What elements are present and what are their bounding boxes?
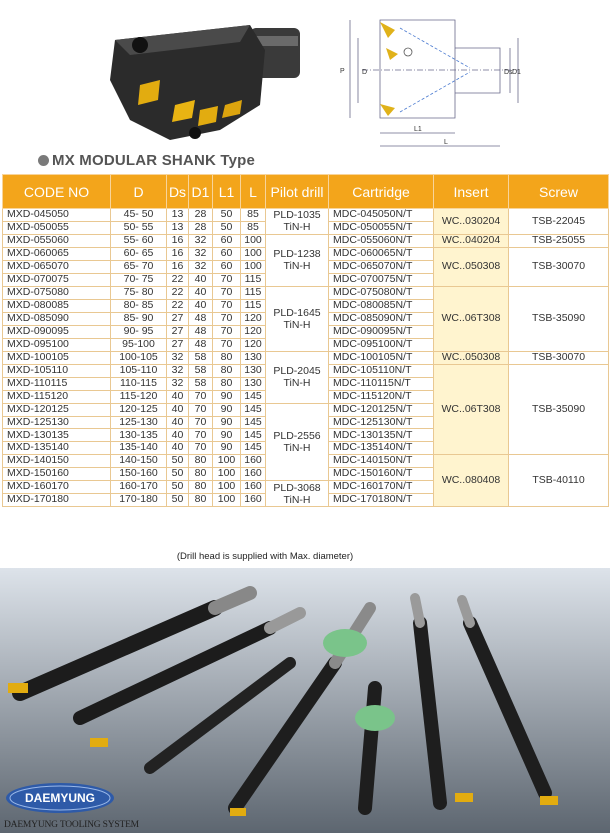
screw-cell: TSB-35090 [509, 364, 609, 455]
footnote: (Drill head is supplied with Max. diameter) [176, 551, 354, 562]
code-no-cell: MXD-130135 [3, 429, 111, 442]
brand-logo [4, 780, 116, 816]
d-cell: 60- 65 [111, 247, 167, 260]
d-cell: 140-150 [111, 455, 167, 468]
brand-name: DAEMYUNG TOOLING SYSTEM [4, 820, 139, 830]
cartridge-cell: MDC-160170N/T [329, 481, 434, 494]
ds-cell: 32 [167, 351, 189, 364]
cartridge-cell: MDC-140150N/T [329, 455, 434, 468]
l1-cell: 70 [213, 325, 241, 338]
code-no-cell: MXD-075080 [3, 286, 111, 299]
code-no-cell: MXD-065070 [3, 260, 111, 273]
d1-cell: 40 [189, 286, 213, 299]
cartridge-cell: MDC-105110N/T [329, 364, 434, 377]
d1-cell: 80 [189, 455, 213, 468]
ds-cell: 13 [167, 221, 189, 234]
code-no-cell: MXD-125130 [3, 416, 111, 429]
pilot-drill-coating: TiN-H [283, 221, 311, 234]
l-cell: 115 [241, 299, 266, 312]
l-cell: 120 [241, 312, 266, 325]
pilot-drill-cell [266, 403, 329, 481]
d-cell: 125-130 [111, 416, 167, 429]
d1-cell: 70 [189, 403, 213, 416]
cartridge-cell: MDC-055060N/T [329, 234, 434, 247]
code-no-cell: MXD-170180 [3, 494, 111, 507]
l-cell: 100 [241, 234, 266, 247]
code-no-cell: MXD-060065 [3, 247, 111, 260]
cartridge-cell: MDC-120125N/T [329, 403, 434, 416]
l1-cell: 90 [213, 390, 241, 403]
ds-cell: 22 [167, 286, 189, 299]
ds-cell: 27 [167, 312, 189, 325]
d-cell: 70- 75 [111, 273, 167, 286]
ds-cell: 50 [167, 481, 189, 494]
pilot-drill-cell [266, 209, 329, 235]
l-cell: 115 [241, 286, 266, 299]
insert-cell: WC..06T308 [434, 286, 509, 351]
cartridge-cell: MDC-065070N/T [329, 260, 434, 273]
l1-cell: 70 [213, 312, 241, 325]
d-cell: 90- 95 [111, 325, 167, 338]
l1-cell: 70 [213, 286, 241, 299]
l-cell: 120 [241, 325, 266, 338]
header-code-no: CODE NO [3, 175, 111, 209]
cartridge-cell: MDC-085090N/T [329, 312, 434, 325]
l-cell: 160 [241, 494, 266, 507]
l1-cell: 100 [213, 455, 241, 468]
ds-cell: 27 [167, 325, 189, 338]
d1-cell: 80 [189, 481, 213, 494]
cartridge-cell: MDC-125130N/T [329, 416, 434, 429]
cartridge-cell: MDC-045050N/T [329, 209, 434, 222]
ds-cell: 40 [167, 442, 189, 455]
cartridge-cell: MDC-130135N/T [329, 429, 434, 442]
l-cell: 100 [241, 260, 266, 273]
d1-cell: 48 [189, 312, 213, 325]
l1-cell: 80 [213, 351, 241, 364]
insert-cell: WC..040204 [434, 234, 509, 247]
d1-cell: 58 [189, 377, 213, 390]
pilot-drill-code: PLD-1035 [273, 209, 321, 222]
header-l: L [241, 175, 266, 209]
cartridge-cell: MDC-170180N/T [329, 494, 434, 507]
header-cartridge: Cartridge [329, 175, 434, 209]
d1-cell: 28 [189, 209, 213, 222]
l-cell: 85 [241, 209, 266, 222]
d1-cell: 48 [189, 338, 213, 351]
d-cell: 130-135 [111, 429, 167, 442]
ds-cell: 40 [167, 429, 189, 442]
d1-cell: 48 [189, 325, 213, 338]
l-cell: 145 [241, 390, 266, 403]
ds-cell: 32 [167, 377, 189, 390]
ds-cell: 40 [167, 390, 189, 403]
d-cell: 135-140 [111, 442, 167, 455]
d-cell: 80- 85 [111, 299, 167, 312]
l1-cell: 90 [213, 442, 241, 455]
l-cell: 130 [241, 351, 266, 364]
l1-cell: 90 [213, 403, 241, 416]
ds-cell: 40 [167, 416, 189, 429]
d1-cell: 28 [189, 221, 213, 234]
label-p: P [340, 68, 345, 75]
dimension-drawing [340, 8, 526, 150]
table-row [3, 209, 609, 222]
l1-cell: 80 [213, 364, 241, 377]
d-cell: 85- 90 [111, 312, 167, 325]
code-no-cell: MXD-090095 [3, 325, 111, 338]
pilot-drill-coating: TiN-H [283, 318, 311, 331]
table-row [3, 234, 609, 247]
bullet-icon [38, 155, 49, 166]
l-cell: 160 [241, 455, 266, 468]
d1-cell: 40 [189, 299, 213, 312]
ds-cell: 50 [167, 455, 189, 468]
cartridge-cell: MDC-080085N/T [329, 299, 434, 312]
d1-cell: 80 [189, 468, 213, 481]
d-cell: 120-125 [111, 403, 167, 416]
d-cell: 50- 55 [111, 221, 167, 234]
d1-cell: 32 [189, 234, 213, 247]
d-cell: 45- 50 [111, 209, 167, 222]
ds-cell: 16 [167, 234, 189, 247]
l1-cell: 50 [213, 221, 241, 234]
cartridge-cell: MDC-095100N/T [329, 338, 434, 351]
l-cell: 145 [241, 403, 266, 416]
d-cell: 110-115 [111, 377, 167, 390]
label-d: D [362, 69, 368, 76]
cartridge-cell: MDC-115120N/T [329, 390, 434, 403]
code-no-cell: MXD-050055 [3, 221, 111, 234]
pilot-drill-coating: TiN-H [283, 441, 311, 454]
ds-cell: 16 [167, 260, 189, 273]
table-row [3, 286, 609, 299]
ds-cell: 40 [167, 403, 189, 416]
cartridge-cell: MDC-050055N/T [329, 221, 434, 234]
label-d1: D1 [512, 69, 521, 76]
l-cell: 115 [241, 273, 266, 286]
d1-cell: 70 [189, 390, 213, 403]
l1-cell: 100 [213, 494, 241, 507]
d1-cell: 80 [189, 494, 213, 507]
label-ds: Ds [504, 69, 513, 76]
l-cell: 120 [241, 338, 266, 351]
l1-cell: 70 [213, 338, 241, 351]
d-cell: 75- 80 [111, 286, 167, 299]
cartridge-cell: MDC-070075N/T [329, 273, 434, 286]
product-photo [100, 10, 315, 150]
screw-cell: TSB-30070 [509, 351, 609, 364]
pilot-drill-coating: TiN-H [283, 260, 311, 273]
label-l: L [444, 139, 448, 146]
l-cell: 100 [241, 247, 266, 260]
l-cell: 130 [241, 377, 266, 390]
brand-logo-text: DAEMYUNG [24, 791, 96, 805]
code-no-cell: MXD-140150 [3, 455, 111, 468]
d-cell: 115-120 [111, 390, 167, 403]
pilot-drill-code: PLD-1238 [273, 248, 321, 261]
insert-cell: WC..050308 [434, 351, 509, 364]
header-d1: D1 [189, 175, 213, 209]
code-no-cell: MXD-135140 [3, 442, 111, 455]
section-heading [38, 150, 255, 170]
pilot-drill-cell [266, 481, 329, 507]
d-cell: 170-180 [111, 494, 167, 507]
header-screw: Screw [509, 175, 609, 209]
insert-cell: WC..050308 [434, 247, 509, 286]
ds-cell: 16 [167, 247, 189, 260]
d-cell: 95-100 [111, 338, 167, 351]
code-no-cell: MXD-085090 [3, 312, 111, 325]
section-title: MX MODULAR SHANK Type [52, 151, 256, 169]
code-no-cell: MXD-110115 [3, 377, 111, 390]
l1-cell: 90 [213, 416, 241, 429]
pilot-drill-coating: TiN-H [283, 493, 311, 506]
l1-cell: 80 [213, 377, 241, 390]
d1-cell: 70 [189, 416, 213, 429]
cartridge-cell: MDC-100105N/T [329, 351, 434, 364]
code-no-cell: MXD-055060 [3, 234, 111, 247]
code-no-cell: MXD-095100 [3, 338, 111, 351]
d-cell: 150-160 [111, 468, 167, 481]
table-header-row [3, 175, 609, 209]
pilot-drill-coating: TiN-H [283, 377, 311, 390]
cartridge-cell: MDC-075080N/T [329, 286, 434, 299]
l1-cell: 100 [213, 468, 241, 481]
ds-cell: 50 [167, 494, 189, 507]
ds-cell: 50 [167, 468, 189, 481]
l1-cell: 60 [213, 260, 241, 273]
screw-cell: TSB-25055 [509, 234, 609, 247]
pilot-drill-code: PLD-3068 [273, 481, 321, 494]
label-l1: L1 [414, 126, 422, 133]
ds-cell: 13 [167, 209, 189, 222]
d1-cell: 70 [189, 429, 213, 442]
l1-cell: 50 [213, 209, 241, 222]
cartridge-cell: MDC-150160N/T [329, 468, 434, 481]
code-no-cell: MXD-150160 [3, 468, 111, 481]
l1-cell: 90 [213, 429, 241, 442]
pilot-drill-code: PLD-2045 [273, 365, 321, 378]
l-cell: 145 [241, 416, 266, 429]
ds-cell: 32 [167, 364, 189, 377]
ds-cell: 27 [167, 338, 189, 351]
d-cell: 160-170 [111, 481, 167, 494]
d-cell: 65- 70 [111, 260, 167, 273]
pilot-drill-cell [266, 351, 329, 403]
l-cell: 130 [241, 364, 266, 377]
d-cell: 55- 60 [111, 234, 167, 247]
code-no-cell: MXD-160170 [3, 481, 111, 494]
pilot-drill-code: PLD-2556 [273, 429, 321, 442]
d1-cell: 70 [189, 442, 213, 455]
header-insert: Insert [434, 175, 509, 209]
screw-cell: TSB-22045 [509, 209, 609, 235]
l-cell: 145 [241, 442, 266, 455]
table-row [3, 351, 609, 364]
header-l1: L1 [213, 175, 241, 209]
cartridge-cell: MDC-110115N/T [329, 377, 434, 390]
l1-cell: 60 [213, 234, 241, 247]
l-cell: 160 [241, 468, 266, 481]
d-cell: 105-110 [111, 364, 167, 377]
header-pilot-drill: Pilot drill [266, 175, 329, 209]
ds-cell: 22 [167, 273, 189, 286]
header-d: D [111, 175, 167, 209]
l1-cell: 70 [213, 299, 241, 312]
pilot-drill-cell [266, 286, 329, 351]
d1-cell: 32 [189, 247, 213, 260]
insert-cell: WC..06T308 [434, 364, 509, 455]
l1-cell: 60 [213, 247, 241, 260]
d1-cell: 58 [189, 351, 213, 364]
screw-cell: TSB-30070 [509, 247, 609, 286]
code-no-cell: MXD-080085 [3, 299, 111, 312]
l-cell: 145 [241, 429, 266, 442]
ds-cell: 22 [167, 299, 189, 312]
pilot-drill-code: PLD-1645 [273, 306, 321, 319]
l1-cell: 100 [213, 481, 241, 494]
insert-cell: WC..080408 [434, 455, 509, 507]
d1-cell: 32 [189, 260, 213, 273]
header-ds: Ds [167, 175, 189, 209]
code-no-cell: MXD-105110 [3, 364, 111, 377]
code-no-cell: MXD-115120 [3, 390, 111, 403]
l-cell: 160 [241, 481, 266, 494]
screw-cell: TSB-35090 [509, 286, 609, 351]
insert-cell: WC..030204 [434, 209, 509, 235]
screw-cell: TSB-40110 [509, 455, 609, 507]
cartridge-cell: MDC-090095N/T [329, 325, 434, 338]
d1-cell: 40 [189, 273, 213, 286]
spec-table [2, 174, 609, 507]
pilot-drill-cell [266, 234, 329, 286]
code-no-cell: MXD-120125 [3, 403, 111, 416]
code-no-cell: MXD-100105 [3, 351, 111, 364]
d-cell: 100-105 [111, 351, 167, 364]
code-no-cell: MXD-045050 [3, 209, 111, 222]
d1-cell: 58 [189, 364, 213, 377]
l1-cell: 70 [213, 273, 241, 286]
cartridge-cell: MDC-060065N/T [329, 247, 434, 260]
l-cell: 85 [241, 221, 266, 234]
cartridge-cell: MDC-135140N/T [329, 442, 434, 455]
code-no-cell: MXD-070075 [3, 273, 111, 286]
